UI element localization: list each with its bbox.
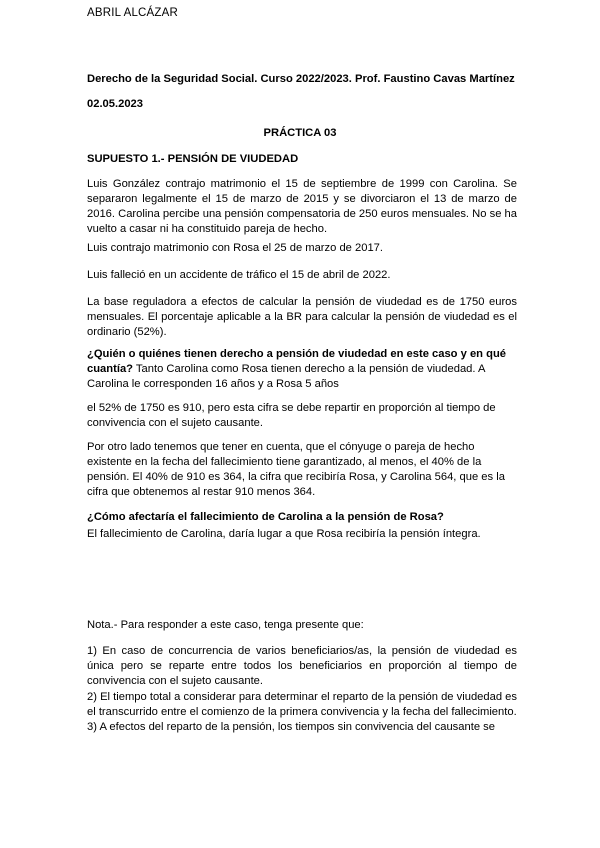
paragraph-death: Luis falleció en un accidente de tráfico el 15 de abril de 2022. xyxy=(87,269,391,281)
question1-answer-guarantee: Por otro lado tenemos que tener en cuenta, que el cónyuge o pareja de hecho existente en la fecha del fallecimiento tiene garantizado, al menos, el 40% de la pensión. El 40% de 910 es 364, la cifra que recibiría Rosa, y Carolina 564, que es la cifra que obtenemos al restar 910 menos 364. xyxy=(87,441,505,498)
course-header: Derecho de la Seguridad Social. Curso 2022/2023. Prof. Faustino Cavas Martínez xyxy=(87,73,515,85)
paragraph-base-regulator: La base reguladora a efectos de calcular la pensión de viudedad es de 1750 euros mensuales. El porcentaje aplicable a la BR para calcular la pensión de viudedad es el ordinario (52%). xyxy=(87,296,517,338)
case-title: SUPUESTO 1.- PENSIÓN DE VIUDEDAD xyxy=(87,153,299,165)
author-name: ABRIL ALCÁZAR xyxy=(87,7,179,19)
note-item-3: 3) A efectos del reparto de la pensión, los tiempos sin convivencia del causante se xyxy=(87,721,495,733)
question1-block xyxy=(87,347,517,392)
paragraph-marriage-rosa: Luis contrajo matrimonio con Rosa el 25 de marzo de 2017. xyxy=(87,242,384,254)
note-item-2: 2) El tiempo total a considerar para determinar el reparto de la pensión de viudedad es el transcurrido entre el comienzo de la primera convivencia y la fecha del fallecimiento. xyxy=(87,691,517,718)
note-item-1: 1) En caso de concurrencia de varios beneficiarios/as, la pensión de viudedad es única pero se reparte entre todos los beneficiarios en proporción al tiempo de convivencia con el sujeto causante. xyxy=(87,645,517,687)
note-intro: Nota.- Para responder a este caso, tenga presente que: xyxy=(87,619,364,631)
question2-text: ¿Cómo afectaría el fallecimiento de Carolina a la pensión de Rosa? xyxy=(87,511,444,523)
practice-title: PRÁCTICA 03 xyxy=(263,127,337,139)
question2-answer: El fallecimiento de Carolina, daría lugar a que Rosa recibiría la pensión íntegra. xyxy=(87,528,481,540)
paragraph-marriage-carolina: Luis González contrajo matrimonio el 15 de septiembre de 1999 con Carolina. Se separaron legalmente el 15 de marzo de 2015 y se divorciaron el 13 de marzo de 2016. Carolina percibe una pensión compensatoria de 250 euros mensuales. No se ha vuelto a casar ni ha constituido pareja de hecho. xyxy=(87,178,517,235)
question1-answer-continued: el 52% de 1750 es 910, pero esta cifra se debe repartir en proporción al tiempo de convivencia con el sujeto causante. xyxy=(87,402,496,429)
question1-answer: Tanto Carolina como Rosa tienen derecho a la pensión de viudedad. A Carolina le corresponden 16 años y a Rosa 5 años xyxy=(87,363,485,390)
document-date: 02.05.2023 xyxy=(87,98,143,110)
question1-text: ¿Quién o quiénes tienen derecho a pensión de viudedad en este caso y en qué cuantía? xyxy=(87,348,507,375)
